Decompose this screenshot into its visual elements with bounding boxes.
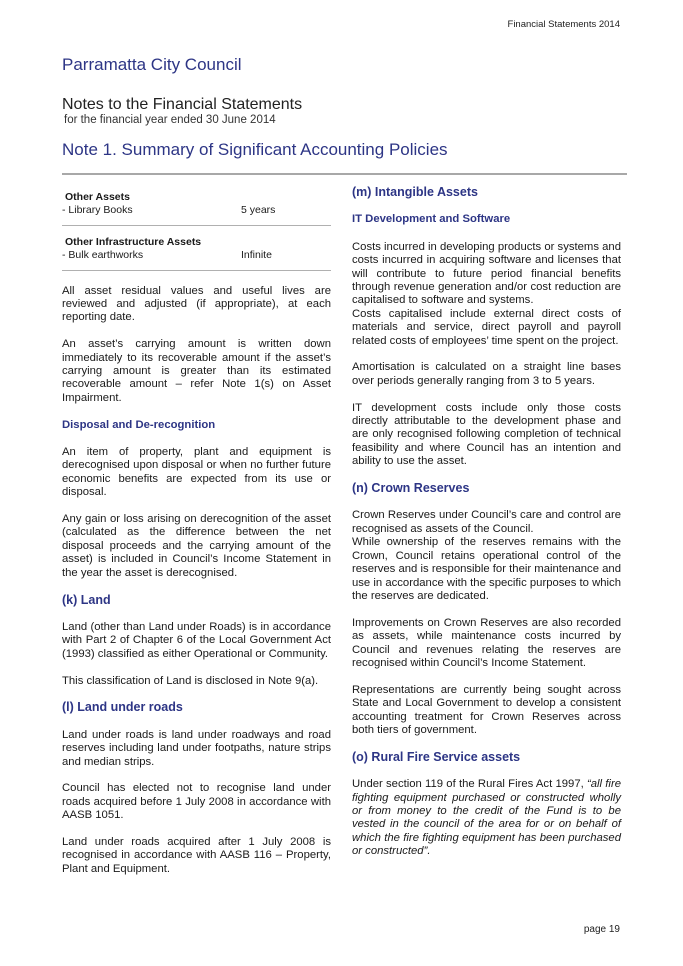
asset-group-heading: Other Infrastructure Assets [65, 235, 202, 248]
paragraph-aasb-1051: Council has elected not to recognise land under roads acquired before 1 July 2008 in accordance with AASB 1051. [62, 782, 331, 822]
paragraph-crown-representations: Representations are currently being sought across State and Local Government to develop a consistent accounting treatment for Crown Reserves across both tiers of government. [352, 683, 621, 736]
paragraph-rural-fire [352, 778, 621, 858]
paragraph-crown-improvements: Improvements on Crown Reserves are also recorded as assets, while maintenance costs incurred by Council and revenues relating the reserves are recognised within Council’s Income Statement. [352, 616, 621, 669]
header-divider [62, 173, 627, 175]
paragraph-land-under-roads: Land under roads is land under roadways and road reserves including land under footpaths, nature strips and median strips. [62, 728, 331, 768]
paragraph-aasb-116: Land under roads acquired after 1 July 2008 is recognised in accordance with AASB 116 – Property, Plant and Equipment. [62, 835, 331, 875]
paragraph-carrying-amount: An asset’s carrying amount is written down immediately to its recoverable amount if the asset’s carrying amount is greater than its estimated recoverable amount – refer Note 1(s) on Asset Impairment. [62, 338, 331, 404]
asset-group-heading: Other Assets [65, 191, 130, 203]
page-number: page 19 [583, 924, 620, 935]
heading-land-under-roads: (l) Land under roads [62, 700, 183, 715]
rural-fire-quote: “all fire fighting equipment purchased or constructed wholly or from money to the credit of the Fund is to be vested in the council of the area for or on behalf of which the fire fighting equipment has been purchased or constructed”. [352, 778, 621, 858]
right-column [352, 186, 621, 872]
paragraph-costs-capitalised: Costs capitalised include external direct costs of materials and service, direct payroll and payroll related costs of employees’ time spent on the project. [352, 307, 621, 347]
notes-title: Notes to the Financial Statements [62, 96, 303, 113]
organisation-name: Parramatta City Council [62, 55, 242, 74]
asset-group-other-assets [62, 186, 331, 226]
paragraph-land: Land (other than Land under Roads) is in accordance with Part 2 of Chapter 6 of the Local Government Act (1993) classified as either Operational or Community. [62, 620, 331, 660]
asset-life: 5 years [241, 204, 276, 217]
asset-row [62, 204, 331, 217]
paragraph-crown-recognised: Crown Reserves under Council’s care and control are recognised as assets of the Council. [352, 509, 621, 535]
report-header: Financial Statements 2014 [507, 19, 620, 30]
paragraph-costs-incurred: Costs incurred in developing products or systems and costs incurred in acquiring software and licenses that will contribute to future period financial benefits through revenue generation and/or cost reduction are capitalised to software and systems. [352, 240, 621, 307]
heading-land: (k) Land [62, 592, 111, 607]
rural-fire-intro: Under section 119 of the Rural Fires Act 1997, [352, 778, 587, 791]
paragraph-derecognition: An item of property, plant and equipment is derecognised upon disposal or when no further future economic benefits are expected from its use or disposal. [62, 446, 331, 499]
asset-life: Infinite [241, 249, 272, 262]
asset-group-other-infrastructure [62, 226, 331, 271]
paragraph-residual-values: All asset residual values and useful lives are reviewed and adjusted (if appropriate), at each reporting date. [62, 284, 331, 324]
paragraph-it-costs: IT development costs include only those costs directly attributable to the development phase and are only recognised following completion of technical feasibility and where Council has an intention and ability to use the asset. [352, 401, 621, 468]
heading-rural-fire: (o) Rural Fire Service assets [352, 749, 521, 764]
paragraph-land-classification: This classification of Land is disclosed in Note 9(a). [62, 674, 319, 687]
asset-row [62, 249, 331, 262]
heading-it-development: IT Development and Software [352, 213, 511, 226]
notes-subtitle: for the financial year ended 30 June 2014 [64, 114, 276, 126]
paragraph-amortisation: Amortisation is calculated on a straight line bases over periods generally ranging from 3 to 5 years. [352, 361, 621, 387]
heading-intangible-assets: (m) Intangible Assets [352, 185, 478, 199]
left-column [62, 186, 331, 890]
paragraph-crown-ownership: While ownership of the reserves remains with the Crown, Council retains operational control of the reserves and is responsible for their maintenance and use in accordance with the specific purposes to which the reserves are dedicated. [352, 536, 621, 602]
heading-crown-reserves: (n) Crown Reserves [352, 481, 470, 496]
paragraph-gain-loss: Any gain or loss arising on derecognition of the asset (calculated as the difference between the net disposal proceeds and the carrying amount of the asset) is included in Council’s Income Statement in the year the asset is derecognised. [62, 513, 331, 579]
note-title: Note 1. Summary of Significant Accounting Policies [62, 140, 448, 159]
asset-item: - Bulk earthworks [62, 249, 144, 262]
useful-life-table [62, 186, 331, 271]
asset-item: - Library Books [62, 204, 133, 217]
heading-disposal: Disposal and De-recognition [62, 418, 216, 431]
